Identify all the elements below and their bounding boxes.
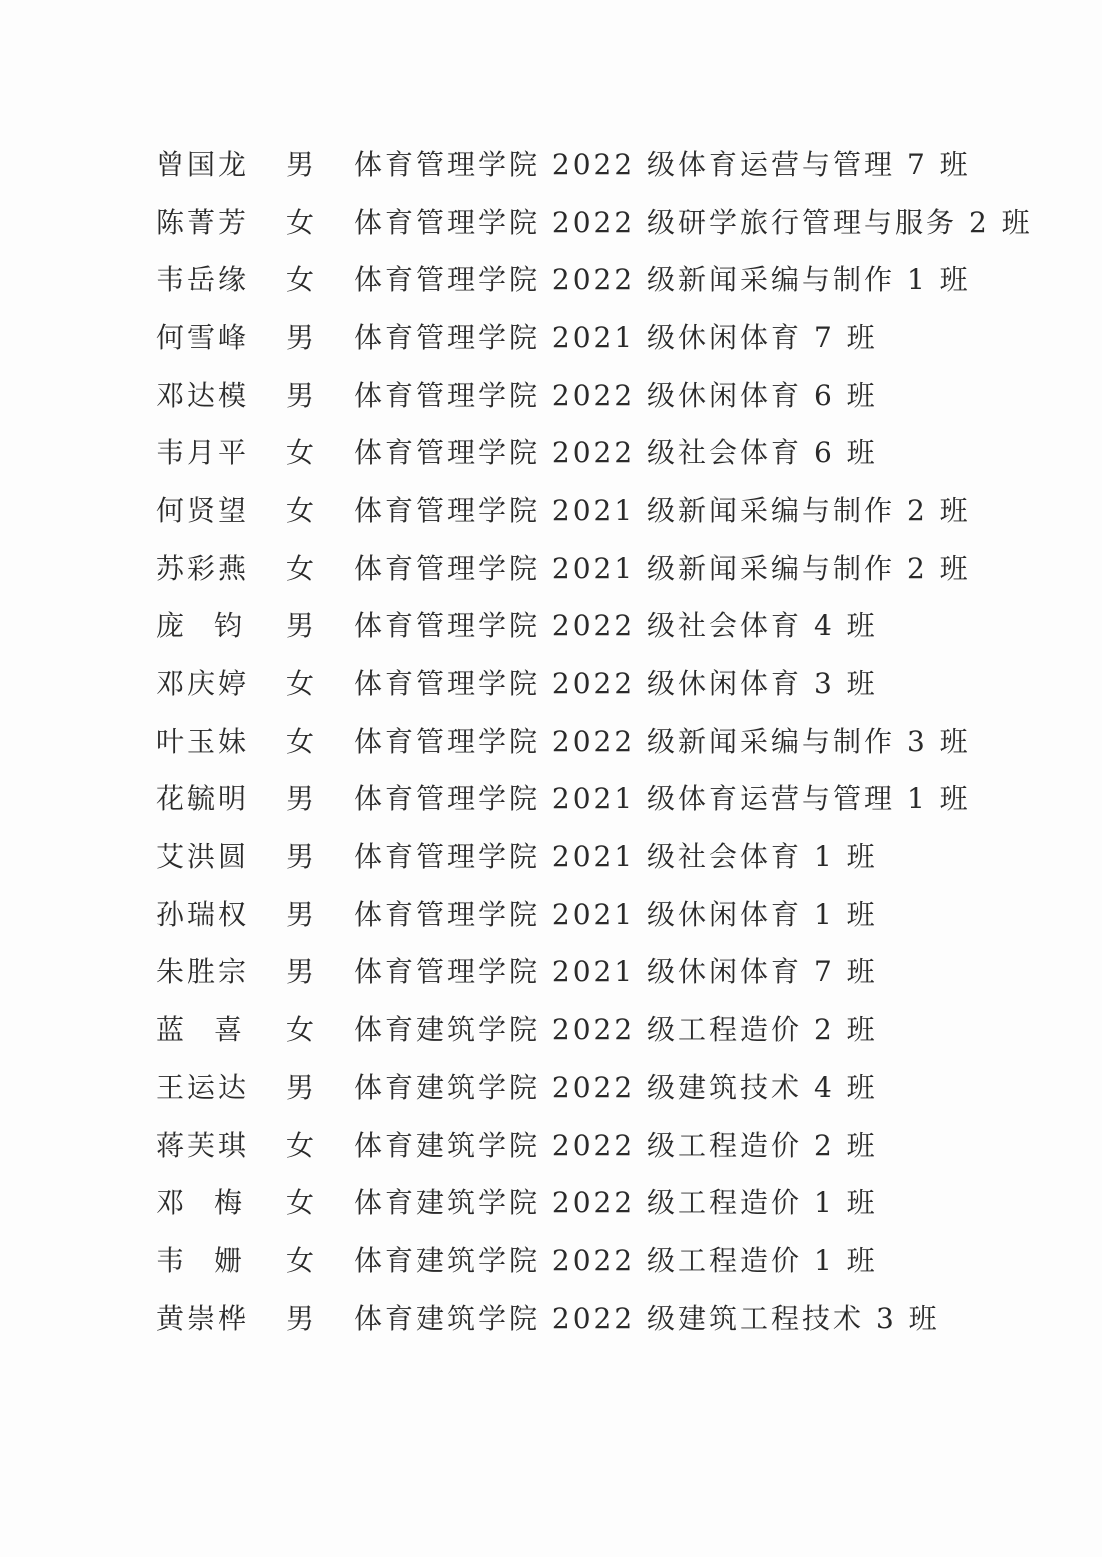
list-item <box>156 192 1033 250</box>
list-item <box>156 653 1033 711</box>
student-name-char: 姗 <box>213 1243 244 1277</box>
student-name: 陈菁芳 <box>156 205 250 239</box>
student-class-info: 体育管理学院 2022 级研学旅行管理与服务 2 班 <box>354 205 1033 239</box>
student-name: 曾国龙 <box>156 147 250 181</box>
student-gender: 女 <box>286 1013 317 1047</box>
student-name: 艾洪圆 <box>156 840 250 874</box>
student-class-info: 体育管理学院 2022 级社会体育 4 班 <box>354 609 878 643</box>
list-item <box>156 1288 1033 1346</box>
list-item <box>156 134 1033 192</box>
student-gender: 男 <box>286 320 317 354</box>
student-gender: 女 <box>286 551 317 585</box>
student-name: 韦月平 <box>156 436 250 470</box>
student-class-info: 体育管理学院 2022 级体育运营与管理 7 班 <box>354 147 971 181</box>
student-class-info: 体育建筑学院 2022 级工程造价 1 班 <box>354 1186 878 1220</box>
student-class-info: 体育建筑学院 2022 级建筑工程技术 3 班 <box>354 1301 940 1335</box>
student-name <box>156 1239 244 1279</box>
student-gender: 男 <box>286 897 317 931</box>
student-class-info: 体育管理学院 2022 级新闻采编与制作 3 班 <box>354 724 971 758</box>
student-gender: 女 <box>286 205 317 239</box>
student-gender: 女 <box>286 724 317 758</box>
student-gender: 女 <box>286 1243 317 1277</box>
student-class-info: 体育管理学院 2022 级休闲体育 6 班 <box>354 378 878 412</box>
student-name: 蒋芙琪 <box>156 1128 250 1162</box>
list-item <box>156 826 1033 884</box>
student-gender: 男 <box>286 782 317 816</box>
list-item <box>156 480 1033 538</box>
student-gender: 男 <box>286 609 317 643</box>
student-gender: 女 <box>286 436 317 470</box>
student-name: 孙瑞权 <box>156 897 250 931</box>
student-class-info: 体育建筑学院 2022 级工程造价 2 班 <box>354 1013 878 1047</box>
list-item <box>156 769 1033 827</box>
student-gender: 女 <box>286 667 317 701</box>
list-item <box>156 422 1033 480</box>
student-class-info: 体育管理学院 2021 级休闲体育 1 班 <box>354 897 878 931</box>
student-name: 苏彩燕 <box>156 551 250 585</box>
student-class-info: 体育建筑学院 2022 级工程造价 2 班 <box>354 1128 878 1162</box>
student-gender: 男 <box>286 147 317 181</box>
student-gender: 女 <box>286 1128 317 1162</box>
student-gender: 男 <box>286 1070 317 1104</box>
list-item <box>156 307 1033 365</box>
student-class-info: 体育管理学院 2021 级新闻采编与制作 2 班 <box>354 493 971 527</box>
student-name-char: 喜 <box>213 1013 244 1047</box>
student-class-info: 体育管理学院 2021 级体育运营与管理 1 班 <box>354 782 971 816</box>
student-name-char: 蓝 <box>156 1013 187 1047</box>
student-name: 黄崇桦 <box>156 1301 250 1335</box>
student-gender: 男 <box>286 955 317 989</box>
student-name: 何雪峰 <box>156 320 250 354</box>
student-class-info: 体育管理学院 2022 级社会体育 6 班 <box>354 436 878 470</box>
student-gender: 女 <box>286 263 317 297</box>
student-class-info: 体育建筑学院 2022 级工程造价 1 班 <box>354 1243 878 1277</box>
student-list <box>156 134 1033 1345</box>
student-gender: 男 <box>286 378 317 412</box>
list-item <box>156 1172 1033 1230</box>
student-class-info: 体育管理学院 2021 级休闲体育 7 班 <box>354 955 878 989</box>
student-gender: 男 <box>286 840 317 874</box>
list-item <box>156 711 1033 769</box>
student-class-info: 体育管理学院 2022 级休闲体育 3 班 <box>354 667 878 701</box>
student-class-info: 体育建筑学院 2022 级建筑技术 4 班 <box>354 1070 878 1104</box>
list-item <box>156 365 1033 423</box>
student-gender: 女 <box>286 493 317 527</box>
student-name: 朱胜宗 <box>156 955 250 989</box>
student-name <box>156 604 244 644</box>
student-name-char: 钧 <box>213 609 244 643</box>
student-name: 王运达 <box>156 1070 250 1104</box>
student-name-char: 梅 <box>213 1186 244 1220</box>
student-name: 邓庆婷 <box>156 667 250 701</box>
student-name: 邓达模 <box>156 378 250 412</box>
student-name-char: 庞 <box>156 609 187 643</box>
student-name: 何贤望 <box>156 493 250 527</box>
student-class-info: 体育管理学院 2021 级休闲体育 7 班 <box>354 320 878 354</box>
student-name: 韦岳缘 <box>156 263 250 297</box>
student-name <box>156 1008 244 1048</box>
student-class-info: 体育管理学院 2021 级社会体育 1 班 <box>354 840 878 874</box>
list-item <box>156 884 1033 942</box>
student-gender: 女 <box>286 1186 317 1220</box>
student-name <box>156 1181 244 1221</box>
student-class-info: 体育管理学院 2021 级新闻采编与制作 2 班 <box>354 551 971 585</box>
list-item <box>156 942 1033 1000</box>
student-gender: 男 <box>286 1301 317 1335</box>
student-class-info: 体育管理学院 2022 级新闻采编与制作 1 班 <box>354 263 971 297</box>
list-item <box>156 999 1033 1057</box>
list-item <box>156 1230 1033 1288</box>
student-name-char: 邓 <box>156 1186 187 1220</box>
list-item <box>156 538 1033 596</box>
student-name-char: 韦 <box>156 1243 187 1277</box>
list-item <box>156 1115 1033 1173</box>
student-name: 叶玉妹 <box>156 724 250 758</box>
student-name: 花毓明 <box>156 782 250 816</box>
list-item <box>156 1057 1033 1115</box>
list-item <box>156 596 1033 654</box>
list-item <box>156 249 1033 307</box>
